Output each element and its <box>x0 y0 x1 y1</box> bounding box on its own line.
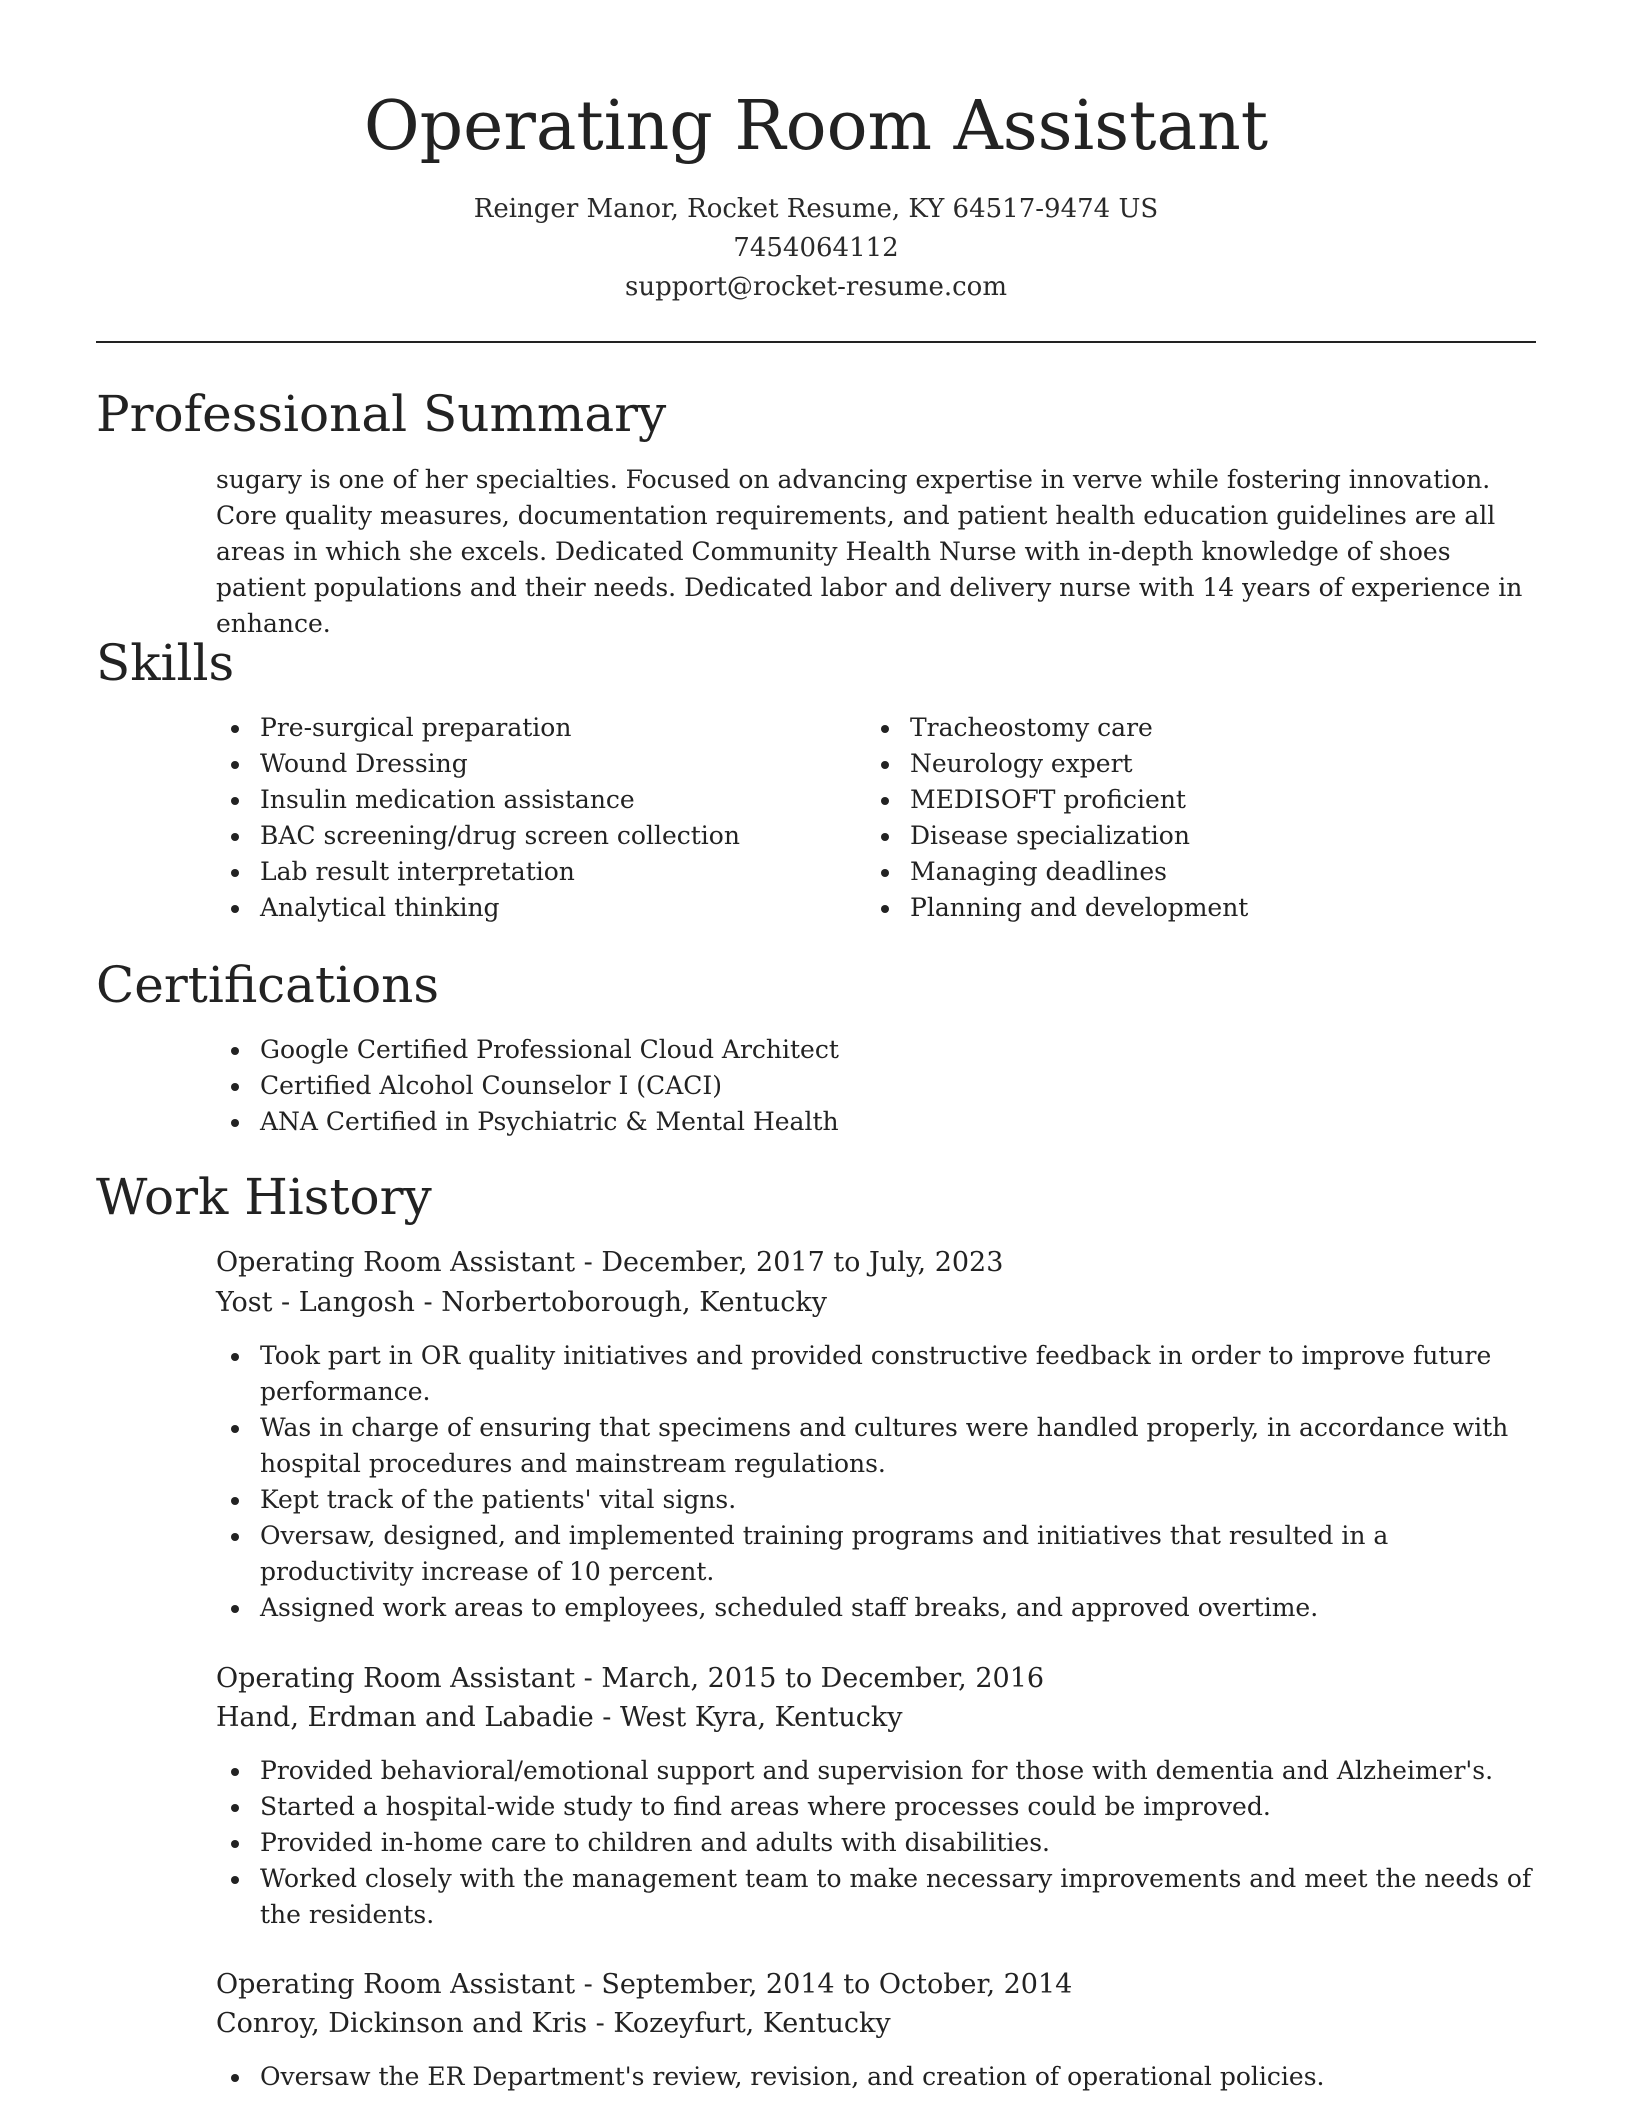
skill-item: Wound Dressing <box>216 746 856 782</box>
job-bullet: Worked closely with the management team to make necessary improvements and meet the needs of the residents. <box>216 1861 1536 1933</box>
skill-item: Pre-surgical preparation <box>216 710 856 746</box>
skill-item: Tracheostomy care <box>866 710 1526 746</box>
contact-phone: 7454064112 <box>733 233 899 263</box>
skills-list-right <box>866 710 1526 926</box>
job-company-line: Hand, Erdman and Labadie - West Kyra, Kentucky <box>216 1702 903 1733</box>
work-history-heading: Work History <box>96 1168 432 1226</box>
contact-address: Reinger Manor, Rocket Resume, KY 64517-9474 US <box>473 194 1159 224</box>
contact-block <box>0 190 1632 307</box>
job-bullets <box>216 1753 1536 1933</box>
job-bullet: Was in charge of ensuring that specimens and cultures were handled properly, in accordance with hospital procedures and mainstream regulations. <box>216 1410 1536 1482</box>
resume-name: Operating Room Assistant <box>363 87 1269 166</box>
job-bullet: Oversaw the ER Department's review, revision, and creation of operational policies. <box>216 2059 1536 2095</box>
contact-email: support@rocket-resume.com <box>624 272 1007 302</box>
skill-item: Disease specialization <box>866 818 1526 854</box>
summary-heading: Professional Summary <box>96 385 667 443</box>
certification-item: ANA Certified in Psychiatric & Mental Health <box>216 1104 1536 1140</box>
certification-item: Google Certified Professional Cloud Architect <box>216 1032 1536 1068</box>
skill-item: Managing deadlines <box>866 854 1526 890</box>
skill-item: Insulin medication assistance <box>216 782 856 818</box>
job-bullet: Oversaw, designed, and implemented training programs and initiatives that resulted in a productivity increase of 10 percent. <box>216 1518 1536 1590</box>
skill-item: Planning and development <box>866 890 1526 926</box>
job-title-line: Operating Room Assistant - September, 2014 to October, 2014 <box>216 1969 1073 2000</box>
job-bullet: Assigned work areas to employees, scheduled staff breaks, and approved overtime. <box>216 1590 1536 1626</box>
skill-item: Analytical thinking <box>216 890 856 926</box>
job-bullet: Took part in OR quality initiatives and provided constructive feedback in order to improve future performance. <box>216 1338 1536 1410</box>
certification-item: Certified Alcohol Counselor I (CACI) <box>216 1068 1536 1104</box>
job-bullet: Started a hospital-wide study to find areas where processes could be improved. <box>216 1789 1536 1825</box>
job-bullet: Kept track of the patients' vital signs. <box>216 1482 1536 1518</box>
certifications-list <box>216 1032 1536 1140</box>
summary-text: sugary is one of her specialties. Focused on advancing expertise in verve while fostering innovation. Core quality measures, documentation requirements, and patient health education guidelines are all areas in which she excels. Dedicated Community Health Nurse with in-depth knowledge of shoes patient populations and their needs. Dedicated labor and delivery nurse with 14 years of experience in enhance. <box>216 465 1523 638</box>
job-company-line: Yost - Langosh - Norbertoborough, Kentucky <box>216 1287 827 1318</box>
job-bullets <box>216 1338 1536 1626</box>
skill-item: Neurology expert <box>866 746 1526 782</box>
job-company-line: Conroy, Dickinson and Kris - Kozeyfurt, Kentucky <box>216 2008 891 2039</box>
skill-item: MEDISOFT proficient <box>866 782 1526 818</box>
skills-list-left <box>216 710 856 926</box>
job-bullets <box>216 2059 1536 2095</box>
job-title-line: Operating Room Assistant - December, 2017 to July, 2023 <box>216 1247 1004 1278</box>
skill-item: BAC screening/drug screen collection <box>216 818 856 854</box>
job-title-line: Operating Room Assistant - March, 2015 to December, 2016 <box>216 1663 1045 1694</box>
job-bullet: Provided behavioral/emotional support and supervision for those with dementia and Alzheimer's. <box>216 1753 1536 1789</box>
skill-item: Lab result interpretation <box>216 854 856 890</box>
certifications-heading: Certifications <box>96 956 440 1014</box>
skills-heading: Skills <box>96 634 235 692</box>
header-divider <box>96 341 1536 343</box>
job-bullet: Provided in-home care to children and adults with disabilities. <box>216 1825 1536 1861</box>
